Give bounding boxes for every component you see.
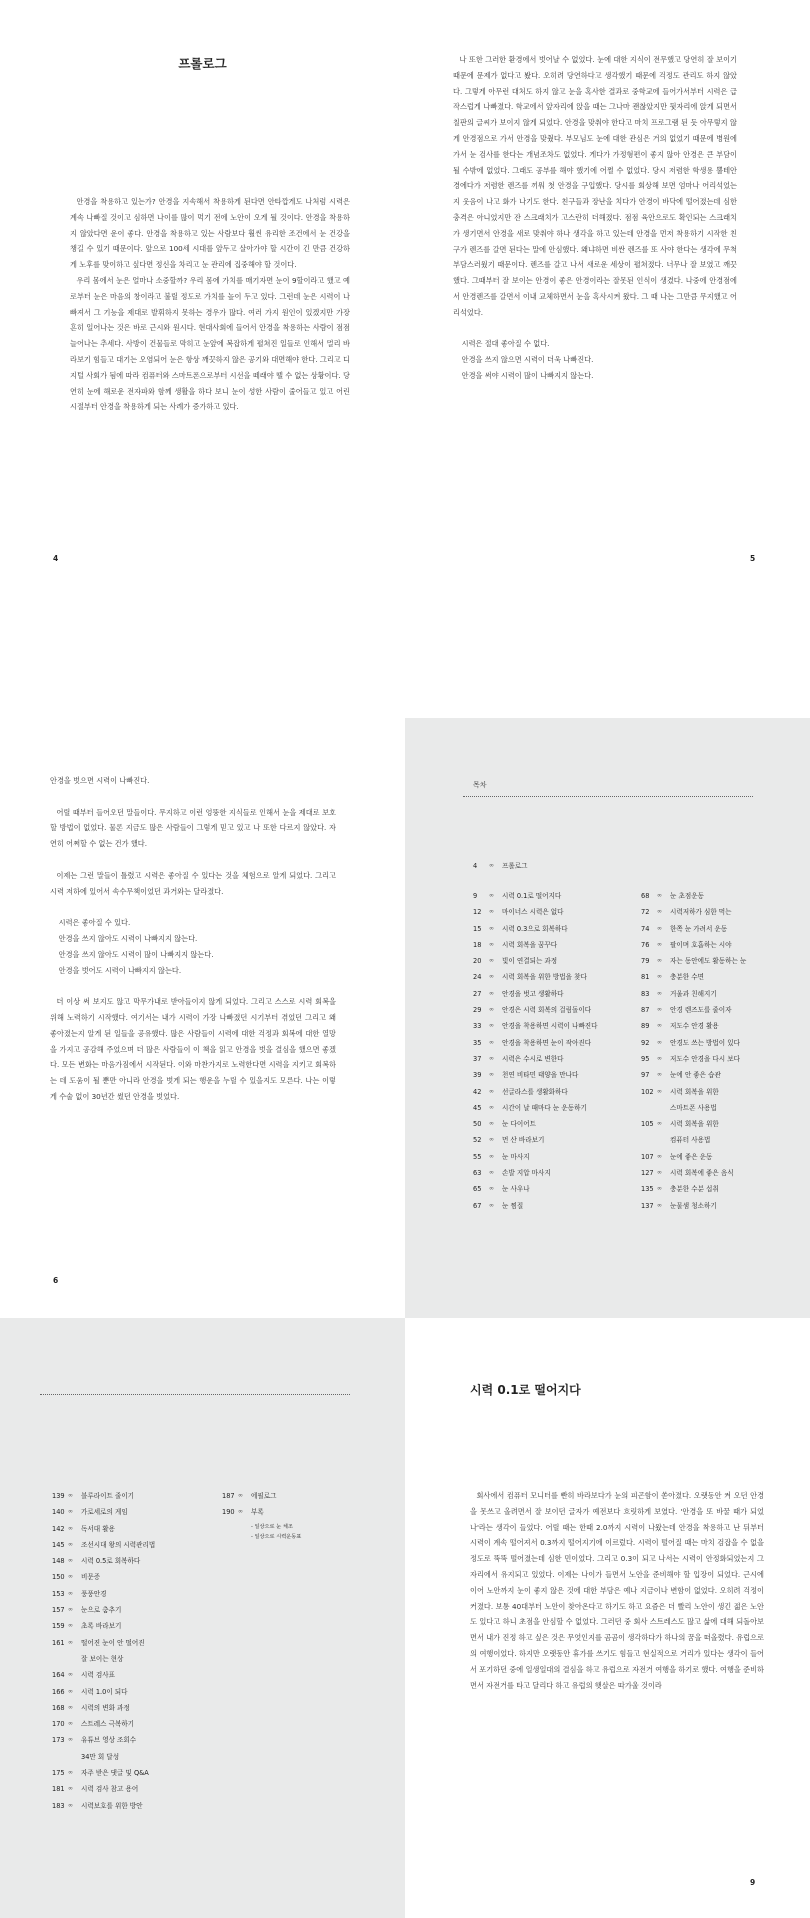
quote-block [50,915,336,978]
toc-entry[interactable] [52,1555,155,1571]
toc-title: 안경도 쓰는 방법이 있다 [670,1038,740,1047]
quote-block [453,336,737,383]
toc-page-number: 50 [473,1120,482,1129]
toc-entry[interactable] [52,1637,155,1653]
toc-title: 한쪽 눈 가려서 운동 [670,924,728,933]
bullet-icon: ∞ [68,1801,73,1809]
toc-title: 안경을 착용하면 시력이 나빠진다 [502,1022,598,1031]
toc-entry[interactable] [473,1118,597,1134]
bullet-icon: ∞ [657,924,662,932]
quote-line: 안경을 써야 시력이 많이 나빠지지 않는다. [461,370,594,380]
toc-title: 눈 마사지 [502,1152,530,1161]
toc-entry[interactable] [641,1086,746,1102]
toc-title: 시력 0.5로 회복하다 [81,1557,141,1566]
toc-title: 유튜브 영상 조회수 [81,1736,137,1745]
toc-title: 시력저하가 심한 먹는 [670,908,732,917]
toc-entry[interactable] [473,1037,597,1053]
bullet-icon: ∞ [489,1136,494,1144]
toc-title: 시력 검사표 [81,1671,115,1680]
toc-page-number: 81 [641,973,650,982]
toc-title: 부록 [251,1508,264,1517]
toc-entry[interactable] [473,939,597,955]
toc-page-number: 72 [641,908,650,917]
toc-entry[interactable] [473,1151,597,1167]
toc-page-number: 67 [473,1201,482,1210]
body-text [70,194,350,415]
toc-page-number: 15 [473,924,482,933]
dotted-divider [40,1394,350,1395]
toc-title: 안경 렌즈도를 줄이자 [670,1006,732,1015]
toc-title: 초록 바라보기 [81,1622,122,1631]
toc-entry-continuation [641,1134,746,1150]
toc-entry[interactable] [52,1539,155,1555]
toc-entry[interactable] [473,1069,597,1085]
toc-title: 가로세로의 게임 [81,1508,128,1517]
paragraph: 회사에서 컴퓨터 모니터를 빤히 바라보다가 눈의 피곤함이 쏟아졌다. 오랫동안 켜 오던 안경을 못쓰고 올려면서 잘 보이던 글자가 예전보다 흐릿하게 보였다. '안경을 또 바꿀 때가 되었나'라는 생각이 들었다. 어릴 때는 한때 2.0까지 시력이 나왔는데 안경을 착용하고 난 뒤부터 시력이 계속 떨어져서 0.3까지 떨어지기에 이르렀다. 시력이 떨어질 때는 마치 검잡을 수 없을 정도로 뚝뚝 떨어졌는데 심한 민이었다. 그리고 0.3이 되고 나서는 시력이 안정화되었는지 그 자리에서 유지되고 있었다. 이제는 나이가 들면서 노안을 준비해야 할 입장이 되었다. 근시에 이어 노안까지 눈이 좋지 않은 것에 대한 부담은 예나 지금이나 변함이 없었다. 오히려 걱정이 커졌다. 보통 40대부터 노안이 찾아온다고 하기도 하고 요즘은 더 빨리 노안이 생긴 젊은 노안도 있다고 하니 초점을 안심할 수 없었다. 그러던 중 회사 스트레스도 많고 삶에 대해 되돌아보면서 내가 진정 하고 싶은 것은 무엇인지를 곰곰이 생각하다가 하나의 꿈을 떠올렸다. 유럽으로의 여행이었다. 하지만 오랫동안 휴가를 쓰기도 힘들고 현실적으로 거리가 있다는 생각이 들어서 포기하던 중에 일생일대의 결심을 하고 유럽으로 자전거 여행을 하기로 했다. 여행을 준비하면서 자전거를 타고 달리다 하고 유럽의 햇살은 따가울 것이라 [470,1491,764,1690]
toc-entry[interactable] [52,1686,155,1702]
toc-entry[interactable] [222,1490,301,1506]
toc-title: 먼 산 바라보기 [502,1136,545,1145]
toc-entry-continuation [52,1653,155,1669]
toc-entry-continuation [641,1102,746,1118]
toc-title: 선글라스를 생활화하다 [502,1087,568,1096]
body-text [50,773,336,1105]
toc-title: 눈 사우나 [502,1185,530,1194]
toc-page-number: 9 [473,892,478,900]
bullet-icon: ∞ [489,940,494,948]
paragraph: 안경을 벗으면 시력이 나빠진다. [50,776,150,785]
quote-line: 안경을 쓰지 않아도 시력이 많이 나빠지지 않는다. [58,949,214,959]
toc-page-number: 145 [52,1540,65,1549]
page-4 [0,0,405,600]
toc-title: 시력보호를 위한 방안 [81,1801,143,1810]
bullet-icon: ∞ [68,1785,73,1793]
bullet-icon: ∞ [68,1769,73,1777]
paragraph: 나 또한 그러한 환경에서 벗어날 수 없었다. 눈에 대한 지식이 전무했고 당연히 잘 보이기 때문에 문제가 없다고 봤다. 오히려 당연하다고 생각했기 때문에 걱정도 관리도 하지 않았다. 그렇게 아무런 대처도 하지 않고 눈을 혹사한 결과로 중학교에 들어가서부터 시력은 급작스럽게 나빠졌다. 학교에서 앞자리에 앉을 때는 그나마 괜찮았지만 뒷자리에 앉게 되면서 칠판의 글씨가 보이지 않게 되었다. 안경을 맞춰야 한다고 마치 프로그램 된 듯 아무렇지 않게 안경점으로 가서 안경을 맞췄다. 부모님도 눈에 대한 관심은 거의 없었기 때문에 병원에 가서 눈 검사를 한다는 개념조차도 없었다. 게다가 가정형편이 좋지 않아 안경은 큰 부담이 될 수밖에 없었다. 그래도 공부를 해야 했기에 어쩔 수 없었다. 당시 저렴한 학생용 뿔테안경에다가 저렴한 렌즈를 끼워 첫 안경을 구입했다. 당시를 회상해 보면 엄마나 어리석었는지 웃음이 나고 화가 나기도 한다. 친구들과 장난을 치다가 안경이 바닥에 떨어졌는데 심한 충격은 아니었지만 잔 스크래치가 고스란히 더해졌다. 점점 육안으로도 확인되는 스크래치가 생기면서 안경을 새로 맞춰야 하나 생각을 하고 있는데 안경을 먼저 착용하기 시작한 친구가 렌즈를 갈면 된다는 말에 안심했다. 왜냐하면 비싼 렌즈를 또 사야 한다는 생각에 무척 부담스러웠기 때문이다. 렌즈를 갈고 나서 새로운 세상이 펼쳐졌다. 너무나 잘 보였고 깨끗했다. 그때부터 잘 보이는 안경이 좋은 안경이라는 잘못된 인식이 생겼다. 나중에 안경점에서 안경렌즈를 갈면서 이내 교체하면서 눈을 혹사시켜 왔다. 그 때 나는 그만큼 무지했고 어리석었다. [453,55,737,317]
toc-entry[interactable] [52,1523,155,1539]
bullet-icon: ∞ [489,957,494,965]
bullet-icon: ∞ [489,1152,494,1160]
toc-entry[interactable] [641,1118,746,1134]
toc-entry[interactable] [641,1037,746,1053]
toc-title: 시력 회복을 위한 방법을 찾다 [502,973,587,982]
toc-title: 시력 0.1로 떨어지다 [502,892,562,900]
toc-column-right [641,890,746,1216]
bullet-icon: ∞ [489,1071,494,1079]
bullet-icon: ∞ [68,1638,73,1646]
toc-title: 눈물샘 청소하기 [670,1201,717,1210]
toc-page-number: 92 [641,1038,650,1047]
bullet-icon: ∞ [657,1185,662,1193]
toc-page-number: 102 [641,1087,654,1096]
toc-page-number: 24 [473,973,482,982]
bullet-icon: ∞ [68,1557,73,1565]
toc-page-number: 135 [641,1185,654,1194]
toc-page-number: 159 [52,1622,65,1631]
paragraph: 우리 몸에서 눈은 얼마나 소중할까? 우리 몸에 가치를 매기자면 눈이 9할이라고 했고 예로부터 눈은 마음의 창이라고 불릴 정도로 가치를 높이 두고 있다. 그런데 눈은 시력이 나빠져서 그 기능을 제대로 발휘하지 못하는 경우가 많다. 여러 가지 원인이 있겠지만 가장 흔히 일어나는 것은 바로 근시와 원시다. 현대사회에 들어서 안경을 착용하는 사람이 점점 늘어나는 추세다. 사방이 건물들로 막히고 눈앞에 복잡하게 펼쳐진 일들로 인해서 멀리 바라보기 힘들고 대기는 오염되어 눈은 항상 깨끗하지 않은 공기와 대면해야 한다. 그리고 디지털 사회가 됨에 따라 컴퓨터와 스마트폰으로부터 시선을 떼래야 뗄 수 없는 상황이다. 당연히 눈에 해로운 전자파와 함께 생활을 하다 보니 눈이 성한 사람이 줄어들고 있고 어린 시절부터 안경을 착용하게 되는 사례가 증가하고 있다. [70,275,350,412]
toc-page-number: 45 [473,1103,482,1112]
toc-entry[interactable] [473,923,597,939]
bullet-icon: ∞ [68,1540,73,1548]
quote-line: 안경을 벗어도 시력이 나빠지지 않는다. [58,965,182,975]
toc-page-number: 29 [473,1006,482,1015]
toc-title: 시력 회복을 위한 [670,1120,719,1129]
appendix-item[interactable] [222,1533,301,1543]
toc-title: 조선시대 왕의 시력관리법 [81,1540,156,1549]
bullet-icon: ∞ [489,862,494,869]
bullet-icon: ∞ [657,1169,662,1177]
toc-entry[interactable] [473,860,527,876]
toc-entry[interactable] [641,1151,746,1167]
bullet-icon: ∞ [238,1492,243,1499]
toc-entry[interactable] [473,971,597,987]
bullet-icon: ∞ [68,1671,73,1679]
toc-page-number: 79 [641,957,650,966]
bullet-icon: ∞ [657,957,662,965]
toc-entry[interactable] [641,1200,746,1216]
toc-title: 독서대 활용 [81,1524,115,1533]
toc-title: 시력은 수시로 변한다 [502,1054,564,1063]
toc-title: 비문증 [81,1573,101,1582]
toc-page-number: 161 [52,1638,65,1647]
toc-title: 충분한 수분 섭취 [670,1185,719,1194]
toc-entry[interactable] [473,1053,597,1069]
toc-page-number: 137 [641,1201,654,1210]
bullet-icon: ∞ [489,1087,494,1095]
bullet-icon: ∞ [489,924,494,932]
bullet-icon: ∞ [489,1038,494,1046]
toc-entry[interactable] [473,1020,597,1036]
toc-page-number: 153 [52,1589,65,1598]
toc-entry[interactable] [52,1506,155,1522]
toc-title: 안경을 착용하면 눈이 작아진다 [502,1038,592,1047]
bullet-icon: ∞ [489,1185,494,1193]
toc-entry[interactable] [641,1053,746,1069]
toc-title: 에필로그 [251,1492,277,1500]
toc-column-left [473,890,597,1216]
page-title: 프롤로그 [178,56,227,71]
quote-line: 안경을 쓰지 않아도 시력이 나빠지지 않는다. [58,933,198,943]
toc-entry[interactable] [52,1702,155,1718]
toc-page-number: 175 [52,1769,65,1778]
toc-entry-continuation [52,1751,155,1767]
toc-title: 마이너스 시력은 없다 [502,908,564,917]
toc-title: 저도수 안경을 다시 보다 [670,1054,740,1063]
quote-line: 시력은 절대 좋아질 수 없다. [461,339,550,349]
toc-title: 눈에 좋은 운동 [670,1152,713,1161]
toc-title: 충분한 수면 [670,973,704,982]
toc-subtitle: 34만 회 달성 [81,1752,120,1761]
page-number: 4 [53,554,59,563]
appendix-title: - 일상으로 눈 체조 [251,1523,293,1530]
bullet-icon: ∞ [657,1071,662,1079]
toc-entry[interactable] [641,1004,746,1020]
toc-page-number: 107 [641,1152,654,1161]
bullet-icon: ∞ [657,1022,662,1030]
toc-column-left [52,1490,155,1816]
bullet-icon: ∞ [68,1720,73,1728]
toc-entry[interactable] [52,1571,155,1587]
dotted-divider [463,796,753,797]
toc-page-number: 83 [641,989,650,998]
toc-page-number: 148 [52,1557,65,1566]
toc-page-number: 33 [473,1022,482,1031]
toc-entry[interactable] [473,955,597,971]
bullet-icon: ∞ [657,1087,662,1095]
bullet-icon: ∞ [489,1120,494,1128]
body-text [470,1488,764,1693]
body-text [453,52,737,384]
paragraph: 더 이상 써 보지도 않고 막무가내로 받아들이지 않게 되었다. 그리고 스스로 시력 회복을 위해 노력하기 시작했다. 여기서는 내가 시력이 가장 나빠졌던 시기부터 겪었던 그리고 왜 좋아졌는지 알게 된 일들을 공유했다. 많은 사람들이 시력에 대한 걱정과 회복에 대한 열망을 가지고 공감해 주었으며 더 많은 사람들이 이 책을 읽고 안경을 벗을 결심을 했으면 좋겠다. 모든 변화는 마음가짐에서 시작된다. 이와 마찬가지로 노력한다면 시력을 지키고 회복하는 데 도움이 될 뿐만 아니라 안경을 벗게 되는 행운을 누릴 수 있을지도 모른다. 나는 이렇게 수술 없이 30년간 썼던 안경을 벗었다. [50,997,336,1101]
toc-page-number: 76 [641,940,650,949]
paragraph: 이제는 그런 말들이 틀렸고 시력은 좋아질 수 있다는 것을 체험으로 알게 되었다. 그리고 시력 저하에 있어서 속수무책이었던 과거와는 달라졌다. [50,870,336,896]
toc-entry[interactable] [52,1490,155,1506]
toc-page-number: 97 [641,1071,650,1080]
bullet-icon: ∞ [68,1703,73,1711]
bullet-icon: ∞ [657,1006,662,1014]
toc-label: 목차 [473,781,487,789]
toc-entry[interactable] [473,988,597,1004]
toc-title: 떨어진 눈이 안 떨어진 [81,1638,145,1647]
bullet-icon: ∞ [489,989,494,997]
chapter-title: 시력 0.1로 떨어지다 [470,1383,581,1397]
toc-entry[interactable] [641,988,746,1004]
toc-page-number: 18 [473,940,482,949]
toc-subtitle: 잘 보이는 현상 [81,1654,124,1663]
toc-title: 시력 회복을 꿈꾸다 [502,940,558,949]
toc-page-number: 127 [641,1169,654,1178]
toc-title: 눈 찜질 [502,1201,524,1210]
bullet-icon: ∞ [657,1152,662,1160]
toc-entry[interactable] [473,1134,597,1150]
toc-page-number: 89 [641,1022,650,1031]
page-number: 5 [750,554,756,563]
toc-entry[interactable] [641,971,746,987]
toc-page-number: 20 [473,957,482,966]
bullet-icon: ∞ [657,908,662,916]
toc-entry[interactable] [641,1020,746,1036]
quote-line: 안경을 쓰지 않으면 시력이 더욱 나빠진다. [461,355,594,365]
toc-entry[interactable] [473,1167,597,1183]
toc-page-number: 183 [52,1801,65,1810]
toc-page [405,718,810,1318]
bullet-icon: ∞ [68,1492,73,1499]
toc-title: 눈에 안 좋은 습관 [670,1071,721,1080]
bullet-icon: ∞ [489,892,494,899]
toc-title: 빛이 연결되는 과정 [502,957,558,966]
toc-page-number: 74 [641,924,650,933]
toc-entry[interactable] [473,1200,597,1216]
toc-entry[interactable] [473,1102,597,1118]
toc-entry[interactable] [52,1620,155,1636]
toc-page-number: 164 [52,1671,65,1680]
toc-title: 프롤로그 [502,862,528,870]
toc-page-number: 37 [473,1054,482,1063]
toc-prologue [473,860,527,876]
toc-entry[interactable] [641,955,746,971]
toc-page-number: 166 [52,1687,65,1696]
toc-entry[interactable] [473,1004,597,1020]
bullet-icon: ∞ [657,973,662,981]
paragraph: 안경을 착용하고 있는가? 안경을 지속해서 착용하게 된다면 안타깝게도 나처럼 시력은 계속 나빠질 것이고 심하면 나이를 많이 먹기 전에 노안이 오게 될 것이다. 안경을 착용하지 않았다면 운이 좋다. 안경을 착용하고 있는 사람보다 훨씬 유리한 조건에서 눈 건강을 챙길 수 있기 때문이다. 앞으로 100세 시대를 앞두고 살아가야 할 시간이 긴 만큼 건강하게 노후를 맞이하고 싶다면 정신을 차리고 눈 관리에 집중해야 할 것이다. [70,197,350,270]
toc-entry[interactable] [473,906,597,922]
bullet-icon: ∞ [68,1589,73,1597]
toc-subtitle: 스마트폰 사용법 [670,1103,717,1112]
toc-page-number: 170 [52,1720,65,1729]
toc-entry[interactable] [52,1588,155,1604]
bullet-icon: ∞ [489,1103,494,1111]
toc-entry[interactable] [52,1767,155,1783]
toc-page-number: 190 [222,1508,235,1517]
page-9 [405,1318,810,1918]
bullet-icon: ∞ [68,1573,73,1581]
toc-entry[interactable] [641,1183,746,1199]
toc-page-number: 181 [52,1785,65,1794]
toc-title: 천연 비타민 태양을 만나다 [502,1071,579,1080]
toc-subtitle: 컴퓨터 사용법 [670,1136,711,1145]
toc-title: 안경을 벗고 생활하다 [502,989,564,998]
toc-page-number: 35 [473,1038,482,1047]
toc-title: 시력 0.3으로 회복하다 [502,924,568,933]
bullet-icon: ∞ [657,940,662,948]
toc-page-number: 12 [473,908,482,917]
toc-page-number: 150 [52,1573,65,1582]
toc-page-number: 139 [52,1492,65,1500]
toc-page-number: 142 [52,1524,65,1533]
page-number: 6 [53,1276,59,1285]
toc-title: 자는 동안에도 활동하는 눈 [670,957,747,966]
toc-page-number: 157 [52,1606,65,1615]
bullet-icon: ∞ [238,1508,243,1516]
toc-page-number: 173 [52,1736,65,1745]
toc-title: 시력 1.0이 되다 [81,1687,128,1696]
toc-title: 눈 초점운동 [670,892,704,900]
toc-title: 시력 회복에 좋은 음식 [670,1169,734,1178]
toc-page-number: 187 [222,1492,235,1500]
bullet-icon: ∞ [657,989,662,997]
toc-page-number: 63 [473,1169,482,1178]
bullet-icon: ∞ [657,892,662,899]
toc-title: 시간이 날 때마다 눈 운동하기 [502,1103,587,1112]
toc-page-2 [0,1318,405,1918]
page-number: 9 [750,1878,756,1887]
toc-title: 블루라이트 줄이기 [81,1492,135,1500]
toc-entry[interactable] [473,890,597,906]
toc-entry[interactable] [52,1604,155,1620]
toc-page-number: 68 [641,892,650,900]
toc-entry[interactable] [641,923,746,939]
toc-entry[interactable] [473,1086,597,1102]
bullet-icon: ∞ [489,1169,494,1177]
toc-page-number: 105 [641,1120,654,1129]
toc-page-number: 95 [641,1054,650,1063]
toc-page-number: 87 [641,1006,650,1015]
toc-title: 거울과 친해지기 [670,989,717,998]
toc-title: 풍풍안경 [81,1589,107,1598]
appendix-item[interactable] [222,1523,301,1533]
bullet-icon: ∞ [68,1687,73,1695]
toc-title: 손발 지압 마사지 [502,1169,551,1178]
toc-title: 시력 검사 참고 용어 [81,1785,139,1794]
bullet-icon: ∞ [657,1201,662,1209]
toc-page-number: 52 [473,1136,482,1145]
toc-title: 자주 받은 댓글 및 Q&A [81,1769,149,1778]
bullet-icon: ∞ [68,1508,73,1516]
toc-entry[interactable] [52,1800,155,1816]
bullet-icon: ∞ [657,1054,662,1062]
toc-title: 눈으로 춤추기 [81,1606,122,1615]
toc-page-number: 55 [473,1152,482,1161]
bullet-icon: ∞ [489,1006,494,1014]
toc-page-number: 168 [52,1703,65,1712]
toc-title: 눈 다이어트 [502,1120,536,1129]
toc-entry[interactable] [52,1783,155,1799]
toc-title: 팔이며 호흡하는 시야 [670,940,732,949]
toc-column-right [222,1490,301,1543]
bullet-icon: ∞ [68,1524,73,1532]
toc-entry[interactable] [52,1669,155,1685]
toc-page-number: 65 [473,1185,482,1194]
toc-page-number: 27 [473,989,482,998]
bullet-icon: ∞ [657,1120,662,1128]
toc-entry[interactable] [52,1734,155,1750]
toc-page-number: 39 [473,1071,482,1080]
toc-title: 스트레스 극복하기 [81,1720,135,1729]
bullet-icon: ∞ [68,1736,73,1744]
toc-page-number: 4 [473,862,478,870]
paragraph: 어릴 때부터 들어오던 말들이다. 무지하고 이런 엉뚱한 지식들로 인해서 눈을 제대로 보호할 방법이 없었다. 물론 지금도 많은 사람들이 그렇게 믿고 있고 나 또한 다르지 않았다. 자연히 어쩌할 수 없는 건가 했다. [50,807,336,849]
toc-entry[interactable] [473,1183,597,1199]
bullet-icon: ∞ [489,1022,494,1030]
quote-line: 시력은 좋아질 수 있다. [58,918,131,928]
page-5 [405,0,810,600]
bullet-icon: ∞ [489,973,494,981]
toc-page-number: 140 [52,1508,65,1517]
toc-title: 저도수 안경 활용 [670,1022,719,1031]
bullet-icon: ∞ [657,1038,662,1046]
bullet-icon: ∞ [489,1054,494,1062]
toc-title: 시력 회복을 위한 [670,1087,719,1096]
bullet-icon: ∞ [68,1622,73,1630]
toc-entry[interactable] [641,890,746,906]
appendix-title: - 일상으로 시력운동표 [251,1533,302,1540]
bullet-icon: ∞ [489,1201,494,1209]
toc-entry[interactable] [641,906,746,922]
bullet-icon: ∞ [489,908,494,916]
toc-entry[interactable] [641,1069,746,1085]
toc-entry[interactable] [641,1167,746,1183]
bullet-icon: ∞ [68,1606,73,1614]
toc-entry[interactable] [222,1506,301,1522]
toc-page-number: 42 [473,1087,482,1096]
toc-entry[interactable] [52,1718,155,1734]
toc-entry[interactable] [641,939,746,955]
toc-title: 안경은 시력 회복의 걸림돌이다 [502,1006,592,1015]
page-6 [0,718,405,1318]
toc-title: 시력의 변화 과정 [81,1703,130,1712]
